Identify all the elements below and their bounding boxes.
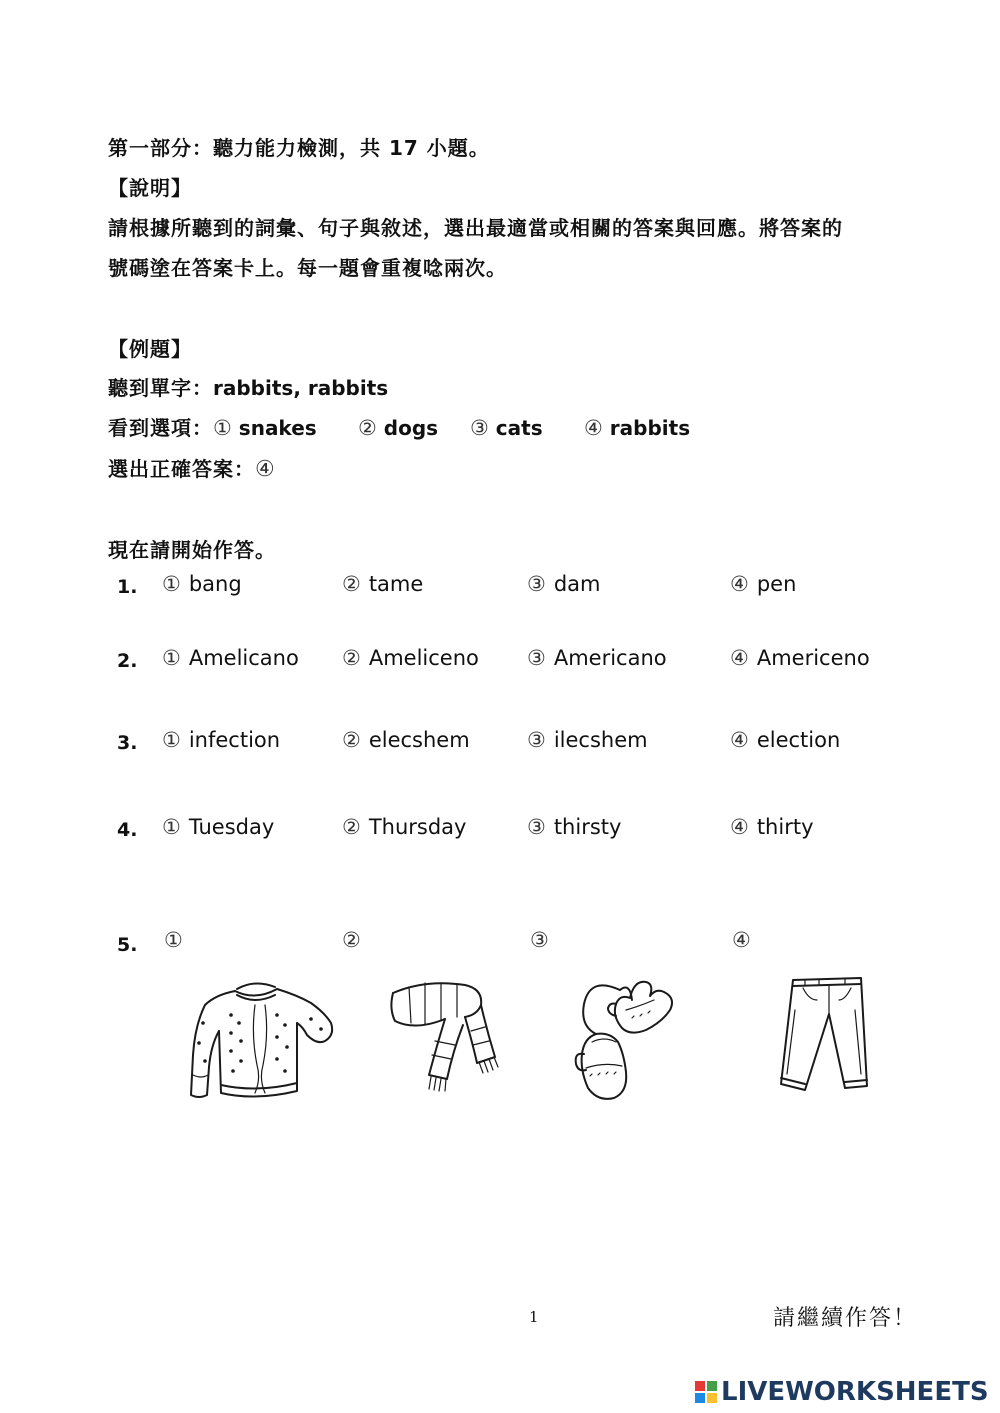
example-option <box>213 416 358 440</box>
question-number: 1. <box>117 576 138 598</box>
option-mark: ③ <box>527 572 546 596</box>
option-mark: ④ <box>730 572 749 596</box>
example-answer-label: 選出正確答案： <box>108 457 255 481</box>
option-mark: ③ <box>527 815 546 839</box>
instructions-heading: 【說明】 <box>108 176 192 200</box>
option-text: dogs <box>383 416 439 440</box>
sweater-icon[interactable] <box>185 975 335 1110</box>
answer-option[interactable] <box>162 815 274 839</box>
option-mark: ② <box>342 815 361 839</box>
continue-note: 請繼續作答！ <box>773 1306 918 1331</box>
option-mark: ① <box>162 815 181 839</box>
option-text: thirty <box>756 815 814 839</box>
option-mark: ④ <box>730 646 749 670</box>
liveworksheets-logo[interactable] <box>695 1377 989 1407</box>
question-number: 3. <box>117 732 138 754</box>
option-text: elecshem <box>368 728 470 752</box>
option-text: Americeno <box>756 646 870 670</box>
option-mark[interactable]: ③ <box>530 928 549 952</box>
option-text: dam <box>553 572 601 596</box>
option-text: ilecshem <box>553 728 648 752</box>
option-text: cats <box>495 416 543 440</box>
option-mark: ① <box>162 572 181 596</box>
option-mark: ④ <box>730 815 749 839</box>
page-number: 1 <box>529 1308 539 1326</box>
section-title: 第一部分：聽力能力檢測，共 17 小題。 <box>108 136 490 160</box>
example-answer-row <box>108 453 275 482</box>
option-text: snakes <box>238 416 317 440</box>
brand-text: LIVEWORKSHEETS <box>721 1377 989 1407</box>
answer-option[interactable] <box>730 815 814 839</box>
answer-option[interactable] <box>342 572 423 596</box>
question-number: 5. <box>117 934 138 956</box>
option-text: Ameliceno <box>368 646 479 670</box>
option-text: tame <box>368 572 424 596</box>
start-prompt: 現在請開始作答。 <box>108 538 276 562</box>
scarf-icon[interactable] <box>385 975 505 1100</box>
option-mark: ① <box>162 728 181 752</box>
option-text: election <box>756 728 841 752</box>
answer-option[interactable] <box>342 646 479 670</box>
option-mark: ① <box>213 416 232 440</box>
answer-option[interactable] <box>527 646 667 670</box>
pants-icon[interactable] <box>765 970 875 1105</box>
answer-option[interactable] <box>527 815 621 839</box>
option-text: bang <box>188 572 242 596</box>
option-text: infection <box>188 728 281 752</box>
question-number: 2. <box>117 650 138 672</box>
answer-option[interactable] <box>162 572 242 596</box>
answer-option[interactable] <box>162 728 280 752</box>
answer-option[interactable] <box>730 646 870 670</box>
option-text: Americano <box>553 646 667 670</box>
option-text: thirsty <box>553 815 622 839</box>
example-heard-row <box>108 372 388 401</box>
option-mark: ② <box>342 572 361 596</box>
answer-option[interactable] <box>730 572 796 596</box>
option-mark[interactable]: ② <box>342 928 361 952</box>
option-mark: ① <box>162 646 181 670</box>
answer-option[interactable] <box>342 815 466 839</box>
answer-option[interactable] <box>162 646 299 670</box>
option-mark: ③ <box>470 416 489 440</box>
answer-option[interactable] <box>527 572 600 596</box>
option-mark: ④ <box>730 728 749 752</box>
option-text: Tuesday <box>188 815 275 839</box>
example-heard-label: 聽到單字： <box>108 376 213 400</box>
example-heard-word: rabbits, rabbits <box>213 376 389 400</box>
mittens-icon[interactable] <box>570 970 685 1105</box>
example-option <box>470 416 584 440</box>
option-mark: ③ <box>527 728 546 752</box>
option-mark: ② <box>342 646 361 670</box>
instructions-line-2: 號碼塗在答案卡上。每一題會重複唸兩次。 <box>108 256 507 280</box>
answer-option[interactable] <box>527 728 648 752</box>
option-mark: ② <box>358 416 377 440</box>
instructions-line-1: 請根據所聽到的詞彙、句子與敘述，選出最適當或相關的答案與回應。將答案的 <box>108 216 843 240</box>
answer-option[interactable] <box>730 728 840 752</box>
example-option <box>358 416 470 440</box>
option-mark: ③ <box>527 646 546 670</box>
option-text: pen <box>756 572 797 596</box>
option-mark: ② <box>342 728 361 752</box>
example-options-row <box>108 412 690 441</box>
option-mark: ④ <box>584 416 603 440</box>
option-mark[interactable]: ① <box>164 928 183 952</box>
example-heading: 【例題】 <box>108 337 192 361</box>
option-mark[interactable]: ④ <box>732 928 751 952</box>
option-text: rabbits <box>609 416 691 440</box>
answer-option[interactable] <box>342 728 470 752</box>
example-options-label: 看到選項： <box>108 416 213 440</box>
example-option <box>584 416 690 440</box>
liveworksheets-badge-icon <box>695 1381 717 1403</box>
option-text: Thursday <box>368 815 467 839</box>
example-answer-mark: ④ <box>255 457 275 482</box>
question-number: 4. <box>117 819 138 841</box>
option-text: Amelicano <box>188 646 299 670</box>
